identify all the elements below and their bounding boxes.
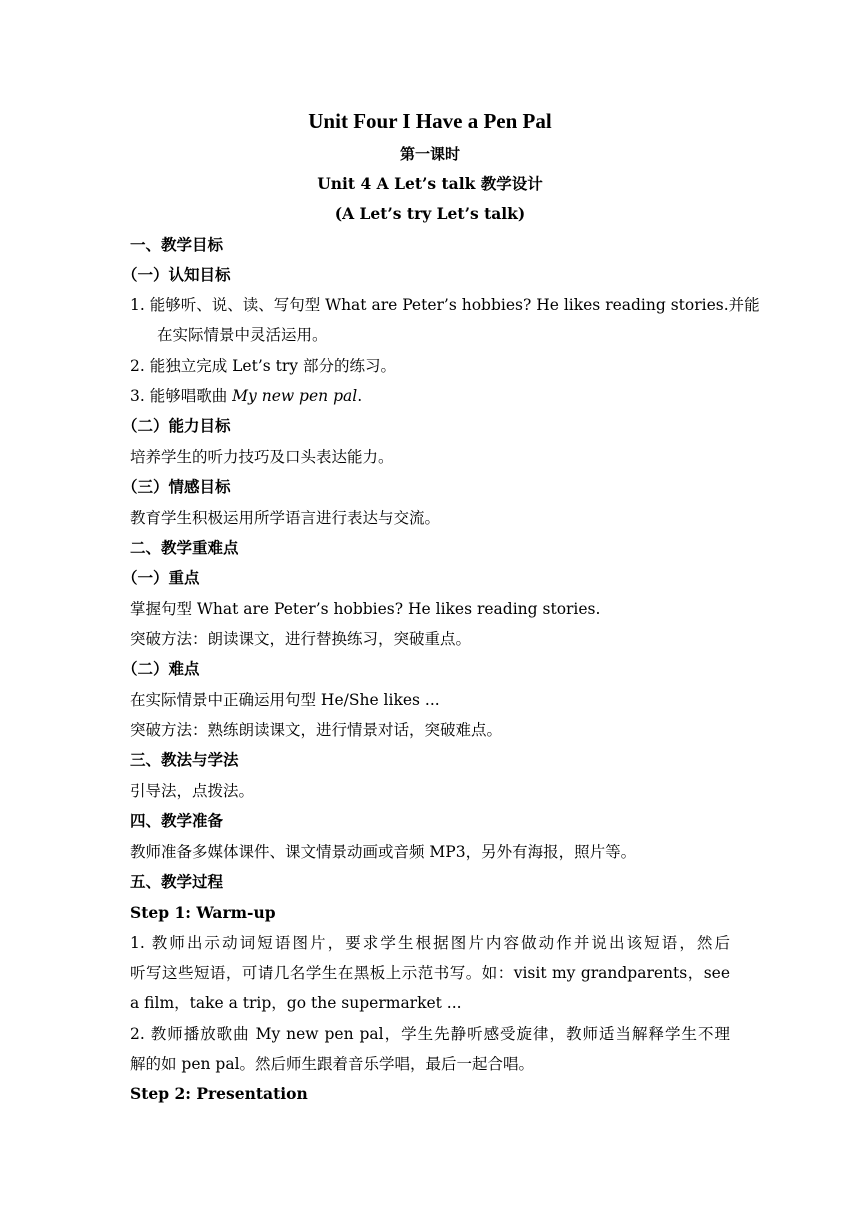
song-title: My new pen pal <box>232 387 358 405</box>
subsection-heading: （二）难点 <box>122 660 200 678</box>
paragraph-line: a film，take a trip，go the supermarket ... <box>130 994 462 1012</box>
paragraph: 在实际情景中正确运用句型 He/She likes ... <box>130 691 440 709</box>
step-heading: Step 1: Warm-up <box>130 903 276 922</box>
paragraph-line: 1. 教师出示动词短语图片，要求学生根据图片内容做动作并说出该短语，然后 <box>130 934 730 952</box>
step-heading: Step 2: Presentation <box>130 1084 308 1103</box>
lesson-title: Unit 4 A Let’s talk 教学设计 <box>317 174 543 193</box>
section-heading: 一、教学目标 <box>130 236 224 254</box>
paragraph: 教育学生积极运用所学语言进行表达与交流。 <box>130 509 441 527</box>
objective-item-prefix: 3. 能够唱歌曲 <box>130 387 233 405</box>
objective-item-suffix: . <box>357 387 363 405</box>
subsection-heading: （三）情感目标 <box>122 478 231 496</box>
section-heading: 四、教学准备 <box>130 812 224 830</box>
section-heading: 三、教法与学法 <box>130 751 239 769</box>
section-heading: 二、教学重难点 <box>130 539 239 557</box>
section-heading: 五、教学过程 <box>130 873 224 891</box>
paragraph: 突破方法：朗读课文，进行替换练习，突破重点。 <box>130 630 472 648</box>
subsection-heading: （一）重点 <box>122 569 200 587</box>
lesson-scope: (A Let’s try Let’s talk) <box>334 204 526 223</box>
paragraph-line: 听写这些短语，可请几名学生在黑板上示范书写。如：visit my grandparents，see <box>130 964 730 982</box>
paragraph-line: 解的如 pen pal。然后师生跟着音乐学唱，最后一起合唱。 <box>130 1055 535 1073</box>
objective-item <box>130 386 362 406</box>
paragraph: 掌握句型 What are Peter’s hobbies? He likes reading stories. <box>130 600 601 618</box>
objective-item: 2. 能独立完成 Let’s try 部分的练习。 <box>130 357 396 375</box>
subsection-heading: （二）能力目标 <box>122 417 231 435</box>
subsection-heading: （一）认知目标 <box>122 266 231 284</box>
paragraph: 培养学生的听力技巧及口头表达能力。 <box>130 448 394 466</box>
paragraph: 突破方法：熟练朗读课文，进行情景对话，突破难点。 <box>130 721 503 739</box>
objective-item: 1. 能够听、说、读、写句型 What are Peter’s hobbies? He likes reading stories.并能 <box>130 296 760 314</box>
paragraph: 教师准备多媒体课件、课文情景动画或音频 MP3，另外有海报，照片等。 <box>130 843 637 861</box>
objective-item-continuation: 在实际情景中灵活运用。 <box>157 326 328 344</box>
paragraph-line: 2. 教师播放歌曲 My new pen pal，学生先静听感受旋律，教师适当解释学生不理 <box>130 1025 730 1043</box>
document-subtitle: 第一课时 <box>399 145 460 163</box>
document-title: Unit Four I Have a Pen Pal <box>308 109 552 133</box>
paragraph: 引导法，点拨法。 <box>130 782 255 800</box>
